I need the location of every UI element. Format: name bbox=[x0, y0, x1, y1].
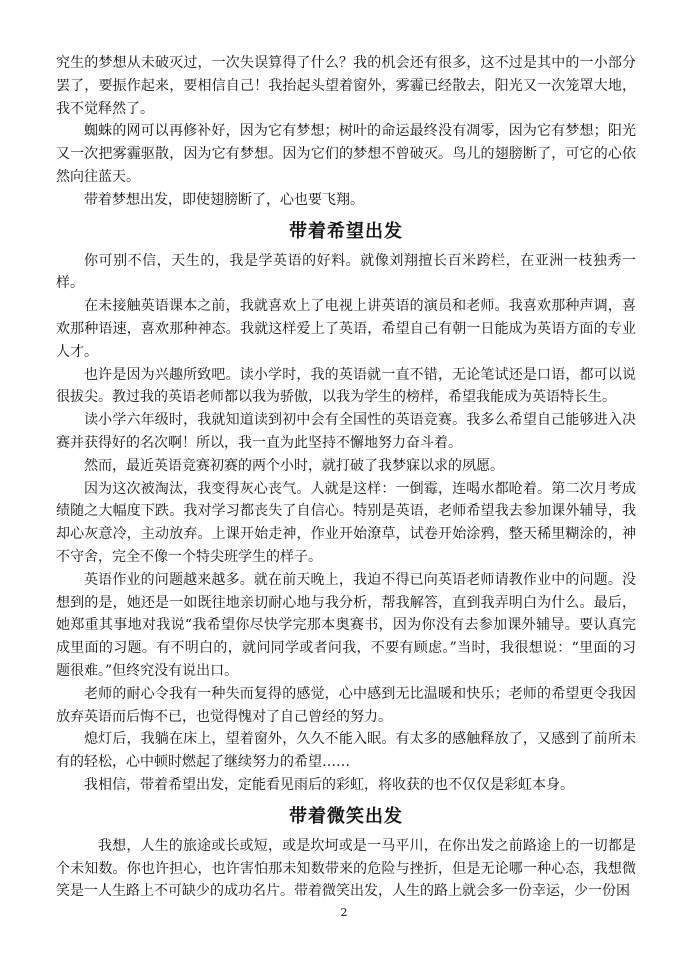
paragraph: 熄灯后，我躺在床上，望着窗外，久久不能入眠。有太多的感触释放了，又感到了前所未有的轻松，心中顿时燃起了继续努力的希望…… bbox=[56, 731, 636, 771]
paragraph: 老师的耐心令我有一种失而复得的感觉，心中感到无比温暖和快乐；老师的希望更令我因放弃英语而后悔不已，也觉得愧对了自己曾经的努力。 bbox=[56, 685, 636, 725]
paragraph: 蜘蛛的网可以再修补好，因为它有梦想；树叶的命运最终没有凋零，因为它有梦想；阳光又一次把雾霾驱散，因为它有梦想。因为它们的梦想不曾破灭。鸟儿的翅膀断了，可它的心依然向往蓝天。 bbox=[56, 123, 636, 185]
paragraph: 在未接触英语课本之前，我就喜欢上了电视上讲英语的演员和老师。我喜欢那种声调，喜欢那种语速，喜欢那种神态。我就这样爱上了英语，希望自己有朝一日能成为英语方面的专业人才。 bbox=[56, 298, 636, 360]
paragraph: 究生的梦想从未破灭过，一次失误算得了什么？我的机会还有很多，这不过是其中的一小部分罢了，要振作起来，要相信自己！我抬起头望着窗外，雾霾已经散去，阳光又一次笼罩大地，我不觉释然了。 bbox=[56, 55, 636, 117]
paragraph: 带着梦想出发，即使翅膀断了，心也要飞翔。 bbox=[84, 191, 364, 208]
section-title: 带着微笑出发 bbox=[289, 805, 403, 827]
paragraph: 我想，人生的旅途或长或短，或是坎坷或是一马平川，在你出发之前路途上的一切都是个未知数。你也许担心，也许害怕那未知数带来的危险与挫折，但是无论哪一种心态，我想微笑是一人生路上不可缺少的成功名片。带着微笑出发，人生的路上就会多一份幸运，少一份困 bbox=[56, 837, 636, 900]
section-title: 带着希望出发 bbox=[289, 220, 403, 242]
paragraph: 我相信，带着希望出发，定能看见雨后的彩虹，将收获的也不仅仅是彩虹本身。 bbox=[84, 776, 574, 793]
paragraph: 读小学六年级时，我就知道读到初中会有全国性的英语竞赛。我多么希望自己能够进入决赛并获得好的名次啊！所以，我一直为此坚持不懈地努力奋斗着。 bbox=[56, 412, 636, 451]
paragraph: 因为这次被淘汰，我变得灰心丧气。人就是这样：一倒霉，连喝水都呛着。第二次月考成绩随之大幅度下跌。我对学习都丧失了自信心。特别是英语，老师希望我去参加课外辅导，我却心灰意冷，主动放弃。上课开始走神，作业开始潦草，试卷开始涂鸦，整天稀里糊涂的，神不守舍，完全不像一个特尖班学生的样子。 bbox=[56, 480, 636, 565]
paragraph: 也许是因为兴趣所致吧。读小学时，我的英语就一直不错，无论笔试还是口语，都可以说很拔尖。教过我的英语老师都以我为骄傲，以我为学生的榜样，希望我能成为英语特长生。 bbox=[56, 366, 636, 406]
paragraph: 然而，最近英语竞赛初赛的两个小时，就打破了我梦寐以求的夙愿。 bbox=[84, 457, 504, 474]
page-number: 2 bbox=[340, 906, 348, 919]
paragraph: 英语作业的问题越来越多。就在前天晚上，我迫不得已向英语老师请教作业中的问题。没想到的是，她还是一如既往地亲切耐心地与我分析，帮我解答，直到我弄明白为什么。最后，她郑重其事地对我说“我希望你尽快学完那本奥赛书，因为你没有去参加课外辅导。要认真完成里面的习题。有不明白的，就问同学或者问我，不要有顾虑。”当时，我很想说：“里面的习题很难。”但终究没有说出口。 bbox=[56, 571, 636, 679]
page-content bbox=[56, 52, 636, 903]
paragraph: 你可别不信，天生的，我是学英语的好料。就像刘翔擅长百米跨栏，在亚洲一枝独秀一样。 bbox=[56, 252, 636, 292]
